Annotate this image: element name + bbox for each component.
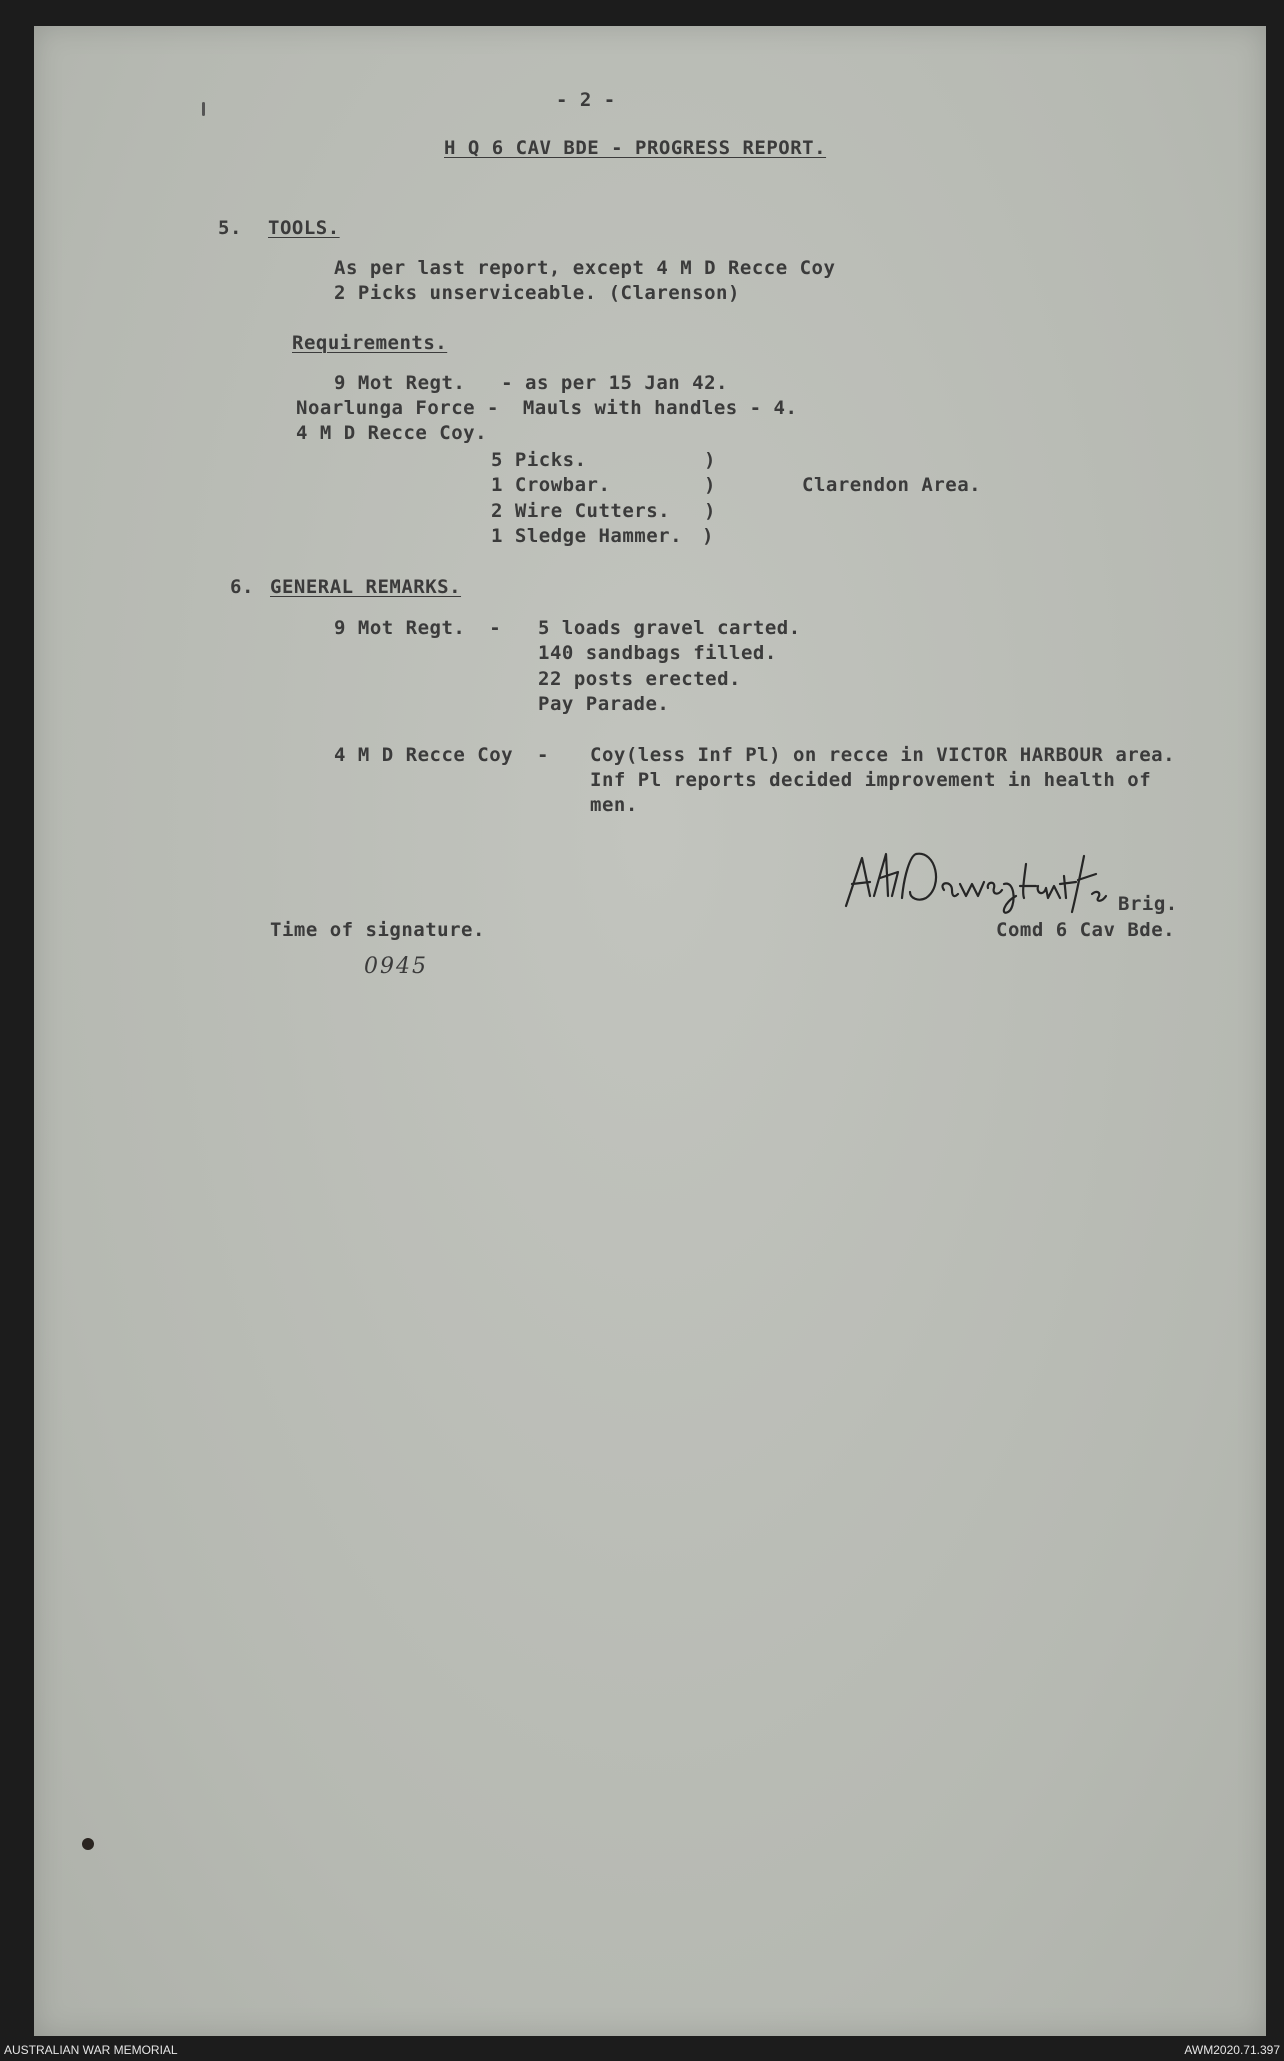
tools-line-1: As per last report, except 4 M D Recce Coy — [334, 257, 836, 279]
bracket: ) — [704, 500, 716, 522]
handwritten-signature — [840, 836, 1150, 916]
mot-regt-item: 140 sandbags filled. — [538, 642, 777, 664]
recce-coy-line: Inf Pl reports decided improvement in health of — [590, 769, 1152, 791]
recce-coy-line: Coy(less Inf Pl) on recce in VICTOR HARBOUR area. — [590, 744, 1176, 766]
bracket: ) — [704, 449, 716, 471]
mot-regt-unit: 9 Mot Regt. - — [334, 617, 502, 639]
mot-regt-item: Pay Parade. — [538, 693, 670, 715]
section-6-heading: GENERAL REMARKS. — [270, 576, 462, 598]
recce-coy-unit: 4 M D Recce Coy - — [334, 744, 549, 766]
bracket: ) — [702, 525, 714, 547]
requirements-line-2: Noarlunga Force - Mauls with handles - 4. — [296, 397, 798, 419]
page-number: - 2 - — [556, 89, 616, 111]
mot-regt-item: 22 posts erected. — [538, 668, 741, 690]
time-of-signature-label: Time of signature. — [270, 919, 485, 941]
report-title: H Q 6 CAV BDE - PROGRESS REPORT. — [444, 137, 827, 159]
requirements-heading: Requirements. — [292, 332, 448, 354]
paper-mark — [202, 102, 205, 116]
requirement-item: 5 Picks. — [491, 449, 587, 471]
tools-line-2: 2 Picks unserviceable. (Clarenson) — [334, 282, 740, 304]
section-5-heading: TOOLS. — [268, 217, 340, 239]
requirements-line-1: 9 Mot Regt. - as per 15 Jan 42. — [334, 372, 728, 394]
signature-scribble-icon — [840, 836, 1150, 916]
bracket: ) — [704, 474, 716, 496]
recce-coy-line: men. — [590, 794, 638, 816]
document-page — [34, 26, 1266, 2036]
requirement-item: 1 Sledge Hammer. — [491, 525, 683, 547]
rank: Brig. — [1118, 893, 1178, 915]
command-line: Comd 6 Cav Bde. — [996, 919, 1176, 941]
section-5-number: 5. — [218, 217, 242, 239]
footer-right: AWM2020.71.397 — [1184, 2043, 1280, 2057]
clarendon-area: Clarendon Area. — [802, 474, 982, 496]
mot-regt-item: 5 loads gravel carted. — [538, 617, 801, 639]
requirements-line-3: 4 M D Recce Coy. — [296, 422, 488, 444]
section-6-number: 6. — [230, 576, 254, 598]
footer-left: AUSTRALIAN WAR MEMORIAL — [4, 2043, 178, 2057]
ink-spot — [82, 1838, 94, 1850]
requirement-item: 2 Wire Cutters. — [491, 500, 671, 522]
requirement-item: 1 Crowbar. — [491, 474, 611, 496]
handwritten-time: 0945 — [364, 954, 428, 979]
